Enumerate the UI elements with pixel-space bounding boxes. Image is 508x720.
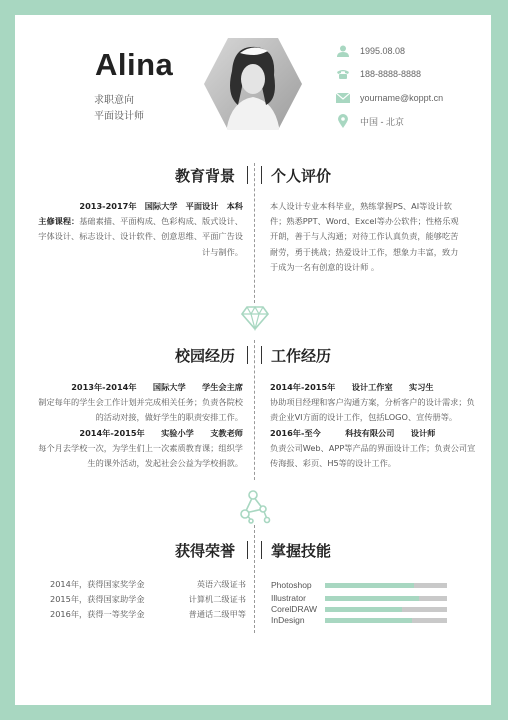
work-entry2-head: 2016年-至今 科技有限公司 设计师 — [270, 427, 436, 438]
contact-info — [336, 39, 443, 133]
campus-entry1-head: 2013年-2014年 国际大学 学生会主席 — [71, 382, 243, 392]
job-intent-value: 平面设计师 — [94, 111, 144, 122]
award-left: 2016年，获得一等奖学金 — [50, 609, 145, 620]
work-entry2-text: 负责公司Web、APP等产品的界面设计工作；负责公司宣传海报、彩页、H5等的设计工作。 — [270, 442, 476, 469]
skill-bar — [325, 607, 447, 612]
birthday-text: 1995.08.08 — [360, 45, 406, 56]
phone-icon — [336, 67, 350, 81]
award-row — [50, 592, 246, 607]
campus-details — [33, 380, 243, 471]
molecule-icon — [237, 489, 273, 529]
work-title: 工作经历 — [271, 347, 332, 365]
phone-text: 188-8888-8888 — [360, 69, 422, 80]
email-text: yourname@koppt.cn — [360, 92, 444, 103]
contact-location — [336, 110, 443, 134]
title-marker — [261, 166, 262, 184]
evaluation-title: 个人评价 — [271, 167, 332, 185]
award-left: 2014年，获得国家奖学金 — [50, 579, 145, 589]
skill-bar — [325, 596, 447, 601]
title-marker — [247, 346, 248, 364]
timeline-line — [254, 525, 255, 633]
award-row — [50, 577, 246, 592]
awards-title: 获得荣誉 — [175, 542, 236, 560]
skill-bar-fill — [325, 596, 419, 601]
award-right: 普通话二级甲等 — [188, 609, 246, 620]
award-left: 2015年，获得国家助学金 — [50, 594, 145, 605]
work-entry1-text: 协助项目经理和客户沟通方案，分析客户的设计需求；负责企业VI方面的设计工作，包括LOGO、宣传册等。 — [270, 397, 475, 423]
contact-email — [336, 86, 443, 110]
education-course-text: 基础素描、平面构成、色彩构成、版式设计、字体设计、标志设计、设计软件、创意思维、平面广告设计与制作。 — [38, 216, 243, 257]
skill-bar — [325, 583, 447, 588]
skill-name: Photoshop — [271, 580, 312, 590]
skill-name: InDesign — [271, 615, 305, 625]
contact-phone — [336, 63, 443, 87]
skill-row-photoshop — [271, 580, 461, 590]
education-degree: 2013-2017年 国际大学 平面设计 本科 — [79, 201, 243, 211]
work-entry1-head: 2014年-2015年 设计工作室 实习生 — [270, 382, 434, 392]
skill-bar-fill — [325, 607, 402, 612]
diamond-icon — [241, 305, 269, 335]
title-marker — [261, 346, 262, 364]
title-marker — [247, 541, 248, 559]
education-details — [37, 199, 243, 260]
skills-title: 掌握技能 — [271, 542, 332, 560]
campus-entry2-text: 每个月去学校一次，为学生们上一次素质教育课；组织学生的课外活动，发起社会公益为学校捐款。 — [38, 442, 243, 469]
evaluation-text: 本人设计专业本科毕业，熟练掌握PS、AI等设计软件；熟悉PPT、Word、Excel等办公软件；性格乐观开朗，善于与人沟通；对待工作认真负责，能够吃苦耐劳，勇于挑战；热爱设计工作，想象力丰富，致力于成为一名有创意的设计师 。 — [270, 201, 459, 272]
title-marker — [261, 541, 262, 559]
awards-list — [50, 577, 246, 623]
campus-entry1-text: 制定每年的学生会工作计划并完成相关任务；负责各院校的活动对接，做好学生的职责安排工作。 — [38, 397, 243, 423]
location-icon — [336, 114, 350, 128]
location-text: 中国 - 北京 — [360, 116, 404, 127]
resume-page — [15, 15, 491, 705]
skill-bar-fill — [325, 583, 414, 588]
campus-entry2-head: 2014年-2015年 实验小学 支教老师 — [79, 427, 243, 438]
candidate-name: Alina — [95, 47, 174, 82]
timeline-line — [254, 163, 255, 303]
campus-title: 校园经历 — [175, 347, 236, 365]
award-right: 英语六级证书 — [196, 579, 246, 589]
skill-name: CorelDRAW — [271, 604, 317, 614]
title-marker — [247, 166, 248, 184]
timeline-line — [254, 340, 255, 480]
skill-bar-fill — [325, 618, 412, 623]
mail-icon — [336, 91, 350, 105]
work-details — [270, 380, 476, 471]
profile-photo — [204, 35, 302, 133]
education-title: 教育背景 — [175, 167, 236, 185]
education-course-label: 主修课程： — [38, 216, 80, 227]
skill-row-coreldraw — [271, 604, 461, 614]
contact-birthday — [336, 39, 443, 63]
award-row — [50, 607, 246, 622]
job-intent-label: 求职意向 — [94, 95, 134, 106]
award-right: 计算机二级证书 — [188, 594, 246, 605]
skill-row-illustrator — [271, 593, 461, 603]
skill-row-indesign — [271, 615, 461, 625]
person-icon — [336, 44, 350, 58]
skill-bar — [325, 618, 447, 623]
skill-name: Illustrator — [271, 593, 306, 603]
